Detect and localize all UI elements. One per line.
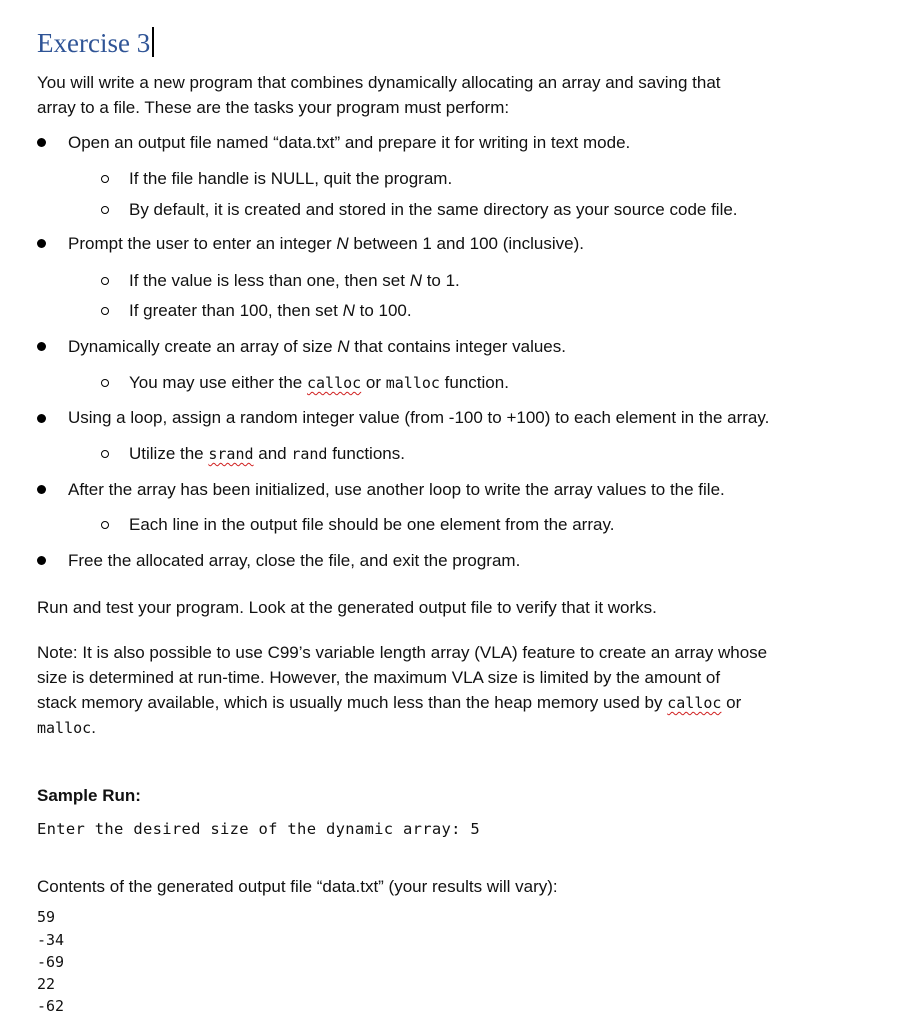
- task-2-sub-1: If the value is less than one, then set N to 1.: [129, 271, 460, 290]
- page-title: Exercise 3: [37, 27, 154, 59]
- output-value: -69: [37, 953, 65, 971]
- intro-line-2: array to a file. These are the tasks your program must perform:: [37, 98, 510, 117]
- task-6: Free the allocated array, close the file, and exit the program.: [68, 551, 521, 570]
- note-line-1: Note: It is also possible to use C99’s variable length array (VLA) feature to create an array whose: [37, 643, 768, 662]
- run-test-paragraph: Run and test your program. Look at the generated output file to verify that it works.: [37, 598, 657, 617]
- bullet-icon: [37, 239, 46, 248]
- task-5: After the array has been initialized, use another loop to write the array values to the file.: [68, 480, 725, 499]
- intro-line-1: You will write a new program that combines dynamically allocating an array and saving that: [37, 73, 721, 92]
- task-4-sub-1: Utilize the srand and rand functions.: [129, 444, 405, 463]
- task-3: Dynamically create an array of size N that contains integer values.: [68, 337, 566, 356]
- contents-label: Contents of the generated output file “data.txt” (your results will vary):: [37, 877, 558, 896]
- sub-bullet-icon: [101, 521, 109, 529]
- output-value: 22: [37, 975, 56, 993]
- task-1: Open an output file named “data.txt” and prepare it for writing in text mode.: [68, 133, 631, 152]
- note-line-4: malloc.: [37, 718, 96, 737]
- bullet-icon: [37, 485, 46, 494]
- task-1-sub-1: If the file handle is NULL, quit the program.: [129, 169, 453, 188]
- sub-bullet-icon: [101, 277, 109, 285]
- output-value: -62: [37, 997, 65, 1015]
- bullet-icon: [37, 342, 46, 351]
- task-2: Prompt the user to enter an integer N between 1 and 100 (inclusive).: [68, 234, 584, 253]
- sub-bullet-icon: [101, 307, 109, 315]
- bullet-icon: [37, 556, 46, 565]
- sample-command-line: Enter the desired size of the dynamic array: 5: [37, 820, 481, 838]
- task-3-sub-1: You may use either the calloc or malloc function.: [129, 373, 509, 392]
- task-1-sub-2: By default, it is created and stored in the same directory as your source code file.: [129, 200, 738, 219]
- sub-bullet-icon: [101, 175, 109, 183]
- bullet-icon: [37, 138, 46, 147]
- note-line-3: stack memory available, which is usually much less than the heap memory used by calloc or: [37, 693, 742, 712]
- sub-bullet-icon: [101, 450, 109, 458]
- text-cursor: [152, 27, 154, 57]
- note-line-2: size is determined at run-time. However, the maximum VLA size is limited by the amount of: [37, 668, 721, 687]
- task-2-sub-2: If greater than 100, then set N to 100.: [129, 301, 412, 320]
- output-value: -34: [37, 931, 65, 949]
- output-value: 59: [37, 908, 56, 926]
- task-5-sub-1: Each line in the output file should be one element from the array.: [129, 515, 615, 534]
- bullet-icon: [37, 414, 46, 423]
- sub-bullet-icon: [101, 206, 109, 214]
- sub-bullet-icon: [101, 379, 109, 387]
- task-4: Using a loop, assign a random integer value (from -100 to +100) to each element in the array.: [68, 408, 770, 427]
- sample-run-heading: Sample Run:: [37, 786, 141, 805]
